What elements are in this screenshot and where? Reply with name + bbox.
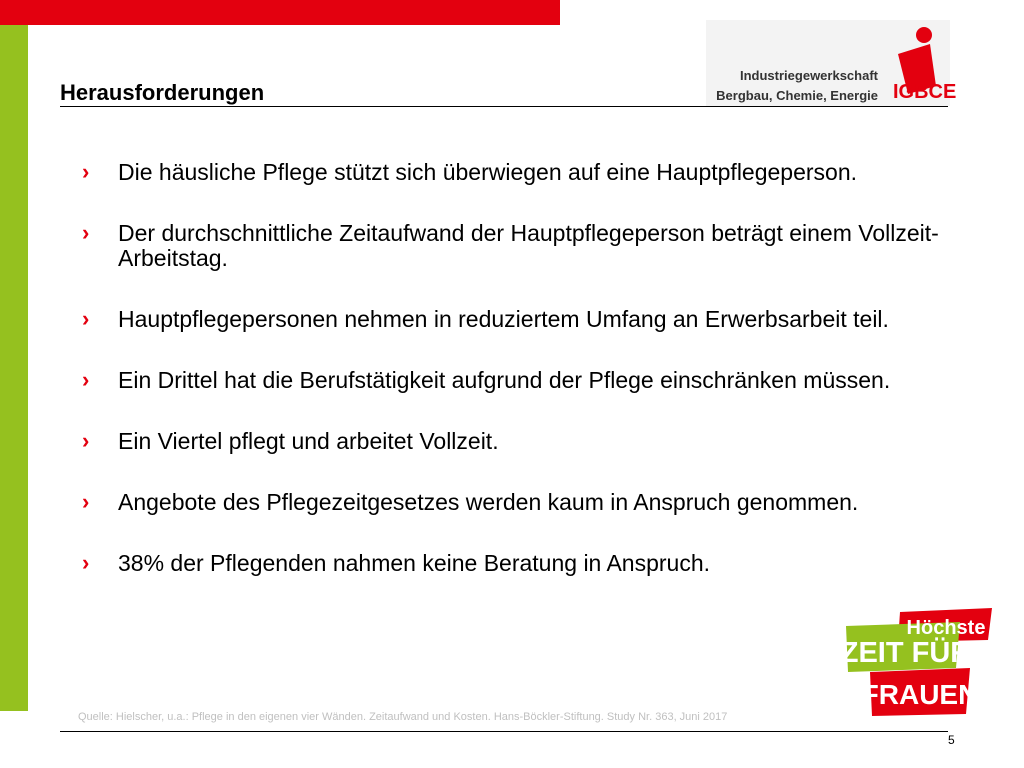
bullet-arrow-icon: ›	[82, 428, 90, 453]
bullet-item	[78, 160, 948, 185]
bullet-list	[78, 160, 948, 612]
bullet-item	[78, 368, 948, 393]
bullet-item	[78, 490, 948, 515]
bullet-text: Angebote des Pflegezeitgesetzes werden kaum in Anspruch genommen.	[118, 489, 859, 515]
igbce-logo-mark	[886, 20, 957, 106]
bullet-text: Die häusliche Pflege stützt sich überwiegen auf eine Hauptpflegeperson.	[118, 159, 858, 185]
bullet-arrow-icon: ›	[82, 306, 90, 331]
bullet-item	[78, 221, 948, 271]
bullet-text: Ein Viertel pflegt und arbeitet Vollzeit.	[118, 428, 499, 454]
top-red-bar	[0, 0, 560, 25]
bullet-text: 38% der Pflegenden nahmen keine Beratung in Anspruch.	[118, 550, 711, 576]
bullet-arrow-icon: ›	[82, 367, 90, 392]
igbce-logo	[706, 20, 957, 106]
bullet-item	[78, 551, 948, 576]
title-divider	[60, 106, 948, 107]
logo-line-2: Bergbau, Chemie, Energie	[716, 88, 878, 103]
logo-text	[716, 66, 878, 106]
left-green-bar	[0, 25, 28, 711]
page-number: 5	[948, 733, 955, 747]
bullet-arrow-icon: ›	[82, 220, 90, 245]
bullet-arrow-icon: ›	[82, 550, 90, 575]
bullet-arrow-icon: ›	[82, 489, 90, 514]
bullet-text: Der durchschnittliche Zeitaufwand der Hauptpflegeperson beträgt einem Vollzeit-Arbeitstag.	[118, 220, 939, 271]
campaign-line-1: Höchste	[906, 617, 986, 639]
bullet-text: Ein Drittel hat die Berufstätigkeit aufgrund der Pflege einschränken müssen.	[118, 367, 891, 393]
campaign-line-3: FRAUEN	[861, 679, 979, 710]
bullet-arrow-icon: ›	[82, 159, 90, 184]
bullet-item	[78, 307, 948, 332]
slide-title: Herausforderungen	[60, 80, 265, 105]
bullet-text: Hauptpflegepersonen nehmen in reduziertem Umfang an Erwerbsarbeit teil.	[118, 306, 889, 332]
logo-mark-text: IGBCE	[893, 81, 957, 103]
source-citation: Quelle: Hielscher, u.a.: Pflege in den eigenen vier Wänden. Zeitaufwand und Kosten. Hans-Böckler-Stiftung. Study Nr. 363, Juni 2017	[78, 711, 728, 723]
campaign-line-2: ZEIT FÜR	[840, 637, 972, 669]
bullet-item	[78, 429, 948, 454]
campaign-logo	[842, 604, 996, 719]
footer-divider	[60, 731, 948, 732]
logo-line-1: Industriegewerkschaft	[740, 68, 878, 83]
